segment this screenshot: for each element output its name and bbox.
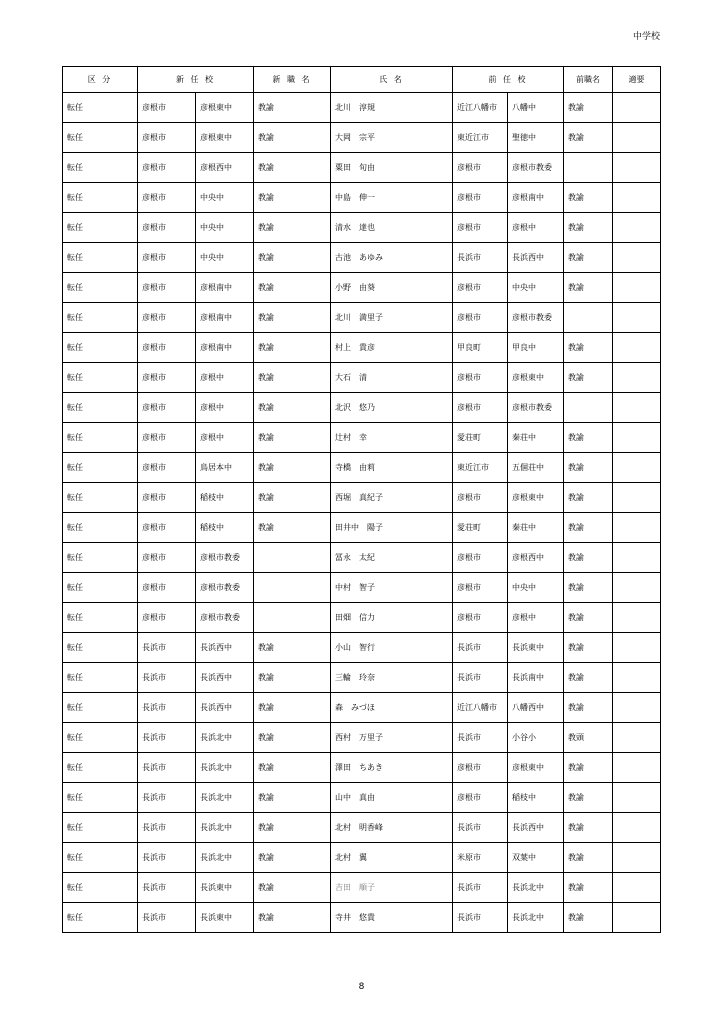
category-cell: 転任 (63, 153, 138, 183)
category-cell: 転任 (63, 663, 138, 693)
new-city-cell: 彦根市 (138, 123, 196, 153)
prev-position-cell: 教諭 (564, 273, 613, 303)
remarks-cell (613, 183, 661, 213)
name-cell: 辻村 幸 (331, 423, 453, 453)
name-cell: 北沢 悠乃 (331, 393, 453, 423)
table-body (63, 93, 661, 933)
table-row (63, 153, 661, 183)
new-school-cell: 中央中 (196, 183, 254, 213)
new-position-cell: 教諭 (254, 663, 331, 693)
prev-city-cell: 彦根市 (453, 543, 508, 573)
prev-position-cell: 教諭 (564, 483, 613, 513)
new-city-cell: 彦根市 (138, 393, 196, 423)
prev-city-cell: 彦根市 (453, 483, 508, 513)
prev-city-cell: 彦根市 (453, 573, 508, 603)
new-position-cell: 教諭 (254, 633, 331, 663)
category-cell: 転任 (63, 423, 138, 453)
new-city-cell: 彦根市 (138, 543, 196, 573)
new-city-cell: 彦根市 (138, 273, 196, 303)
table-row (63, 183, 661, 213)
new-school-cell: 稲枝中 (196, 513, 254, 543)
prev-school-cell: 彦根市教委 (508, 153, 564, 183)
new-school-cell: 長浜西中 (196, 663, 254, 693)
personnel-transfer-table (62, 66, 661, 933)
prev-city-cell: 長浜市 (453, 813, 508, 843)
prev-position-cell: 教諭 (564, 783, 613, 813)
table-row (63, 453, 661, 483)
new-school-cell: 中央中 (196, 243, 254, 273)
prev-school-cell: 彦根東中 (508, 363, 564, 393)
table-row (63, 633, 661, 663)
prev-city-cell: 東近江市 (453, 453, 508, 483)
table-row (63, 393, 661, 423)
remarks-cell (613, 453, 661, 483)
new-school-cell: 長浜北中 (196, 843, 254, 873)
new-position-cell: 教諭 (254, 213, 331, 243)
prev-school-cell: 長浜西中 (508, 813, 564, 843)
table-row (63, 753, 661, 783)
prev-city-cell: 甲良町 (453, 333, 508, 363)
remarks-cell (613, 693, 661, 723)
new-school-cell: 彦根中 (196, 423, 254, 453)
table-row (63, 93, 661, 123)
table-row (63, 303, 661, 333)
new-city-cell: 長浜市 (138, 663, 196, 693)
new-position-cell: 教諭 (254, 483, 331, 513)
prev-position-cell: 教諭 (564, 513, 613, 543)
name-cell: 北村 翼 (331, 843, 453, 873)
category-cell: 転任 (63, 813, 138, 843)
category-cell: 転任 (63, 573, 138, 603)
new-city-cell: 彦根市 (138, 183, 196, 213)
table-row (63, 123, 661, 153)
new-position-cell (254, 573, 331, 603)
remarks-cell (613, 573, 661, 603)
table-row (63, 333, 661, 363)
name-cell: 田井中 陽子 (331, 513, 453, 543)
header-prev-position: 前職名 (564, 67, 613, 93)
name-cell: 北川 満里子 (331, 303, 453, 333)
prev-city-cell: 彦根市 (453, 783, 508, 813)
category-cell: 転任 (63, 753, 138, 783)
prev-position-cell: 教諭 (564, 363, 613, 393)
prev-school-cell: 稲枝中 (508, 783, 564, 813)
prev-school-cell: 彦根南中 (508, 183, 564, 213)
new-position-cell: 教諭 (254, 273, 331, 303)
remarks-cell (613, 93, 661, 123)
prev-city-cell: 愛荘町 (453, 513, 508, 543)
remarks-cell (613, 813, 661, 843)
prev-position-cell: 教諭 (564, 573, 613, 603)
remarks-cell (613, 123, 661, 153)
new-city-cell: 長浜市 (138, 903, 196, 933)
name-cell: 森 みづほ (331, 693, 453, 723)
new-position-cell: 教諭 (254, 303, 331, 333)
new-city-cell: 長浜市 (138, 813, 196, 843)
category-cell: 転任 (63, 543, 138, 573)
new-position-cell: 教諭 (254, 513, 331, 543)
new-school-cell: 長浜西中 (196, 693, 254, 723)
new-city-cell: 彦根市 (138, 513, 196, 543)
category-cell: 転任 (63, 183, 138, 213)
prev-position-cell: 教諭 (564, 183, 613, 213)
name-cell: 北村 明香峰 (331, 813, 453, 843)
table-header-row (63, 67, 661, 93)
prev-position-cell: 教諭 (564, 123, 613, 153)
category-cell: 転任 (63, 783, 138, 813)
new-city-cell: 彦根市 (138, 453, 196, 483)
new-position-cell: 教諭 (254, 783, 331, 813)
category-cell: 転任 (63, 123, 138, 153)
prev-position-cell: 教諭 (564, 423, 613, 453)
name-cell: 山中 真由 (331, 783, 453, 813)
remarks-cell (613, 873, 661, 903)
category-cell: 転任 (63, 483, 138, 513)
header-name: 氏 名 (331, 67, 453, 93)
category-cell: 転任 (63, 603, 138, 633)
prev-school-cell: 長浜西中 (508, 243, 564, 273)
remarks-cell (613, 363, 661, 393)
prev-city-cell: 長浜市 (453, 243, 508, 273)
name-cell: 西村 万里子 (331, 723, 453, 753)
table-row (63, 363, 661, 393)
category-cell: 転任 (63, 513, 138, 543)
new-school-cell: 彦根東中 (196, 93, 254, 123)
table-row (63, 873, 661, 903)
prev-city-cell: 米原市 (453, 843, 508, 873)
new-city-cell: 彦根市 (138, 363, 196, 393)
remarks-cell (613, 603, 661, 633)
prev-position-cell: 教諭 (564, 873, 613, 903)
name-cell: 小山 智行 (331, 633, 453, 663)
new-position-cell: 教諭 (254, 813, 331, 843)
category-cell: 転任 (63, 723, 138, 753)
new-school-cell: 彦根中 (196, 363, 254, 393)
prev-school-cell: 秦荘中 (508, 423, 564, 453)
new-school-cell: 中央中 (196, 213, 254, 243)
table-row (63, 273, 661, 303)
prev-position-cell (564, 393, 613, 423)
new-school-cell: 彦根東中 (196, 123, 254, 153)
table-row (63, 243, 661, 273)
new-city-cell: 長浜市 (138, 693, 196, 723)
remarks-cell (613, 723, 661, 753)
table-row (63, 483, 661, 513)
page-number: 8 (358, 982, 365, 992)
new-city-cell: 彦根市 (138, 333, 196, 363)
table-row (63, 543, 661, 573)
prev-school-cell: 彦根東中 (508, 753, 564, 783)
prev-position-cell: 教諭 (564, 813, 613, 843)
category-cell: 転任 (63, 333, 138, 363)
table-row (63, 603, 661, 633)
new-school-cell: 彦根中 (196, 393, 254, 423)
remarks-cell (613, 423, 661, 453)
new-city-cell: 彦根市 (138, 153, 196, 183)
category-cell: 転任 (63, 873, 138, 903)
prev-school-cell: 長浜北中 (508, 873, 564, 903)
prev-city-cell: 彦根市 (453, 363, 508, 393)
remarks-cell (613, 903, 661, 933)
remarks-cell (613, 843, 661, 873)
new-position-cell: 教諭 (254, 693, 331, 723)
prev-school-cell: 彦根西中 (508, 543, 564, 573)
new-city-cell: 長浜市 (138, 633, 196, 663)
new-city-cell: 長浜市 (138, 753, 196, 783)
new-school-cell: 鳥居本中 (196, 453, 254, 483)
new-school-cell: 彦根市教委 (196, 573, 254, 603)
prev-school-cell: 長浜南中 (508, 663, 564, 693)
prev-position-cell (564, 153, 613, 183)
new-city-cell: 彦根市 (138, 243, 196, 273)
prev-position-cell: 教諭 (564, 603, 613, 633)
prev-school-cell: 彦根中 (508, 603, 564, 633)
new-position-cell: 教諭 (254, 243, 331, 273)
prev-school-cell: 長浜北中 (508, 903, 564, 933)
prev-position-cell: 教諭 (564, 333, 613, 363)
new-school-cell: 稲枝中 (196, 483, 254, 513)
category-cell: 転任 (63, 273, 138, 303)
new-school-cell: 長浜北中 (196, 783, 254, 813)
new-city-cell: 長浜市 (138, 723, 196, 753)
prev-city-cell: 長浜市 (453, 873, 508, 903)
table-row (63, 513, 661, 543)
page-label: 中学校 (632, 32, 660, 42)
remarks-cell (613, 213, 661, 243)
remarks-cell (613, 153, 661, 183)
new-school-cell: 彦根西中 (196, 153, 254, 183)
header-new-school: 新 任 校 (138, 67, 254, 93)
name-cell: 寺井 悠貴 (331, 903, 453, 933)
prev-city-cell: 近江八幡市 (453, 93, 508, 123)
new-school-cell: 彦根南中 (196, 333, 254, 363)
category-cell: 転任 (63, 633, 138, 663)
name-cell: 中島 伸一 (331, 183, 453, 213)
table-row (63, 723, 661, 753)
prev-city-cell: 彦根市 (453, 153, 508, 183)
remarks-cell (613, 633, 661, 663)
remarks-cell (613, 663, 661, 693)
new-city-cell: 彦根市 (138, 303, 196, 333)
prev-school-cell: 彦根東中 (508, 483, 564, 513)
prev-school-cell: 彦根市教委 (508, 393, 564, 423)
name-cell: 大石 清 (331, 363, 453, 393)
prev-position-cell: 教頭 (564, 723, 613, 753)
prev-city-cell: 東近江市 (453, 123, 508, 153)
prev-city-cell: 彦根市 (453, 393, 508, 423)
new-position-cell (254, 603, 331, 633)
prev-city-cell: 長浜市 (453, 633, 508, 663)
new-city-cell: 彦根市 (138, 483, 196, 513)
remarks-cell (613, 783, 661, 813)
new-school-cell: 彦根市教委 (196, 543, 254, 573)
prev-city-cell: 長浜市 (453, 663, 508, 693)
new-position-cell: 教諭 (254, 333, 331, 363)
prev-city-cell: 長浜市 (453, 723, 508, 753)
category-cell: 転任 (63, 693, 138, 723)
name-cell: 澤田 ちあき (331, 753, 453, 783)
remarks-cell (613, 243, 661, 273)
new-school-cell: 彦根市教委 (196, 603, 254, 633)
prev-position-cell: 教諭 (564, 453, 613, 483)
table-row (63, 843, 661, 873)
prev-city-cell: 彦根市 (453, 753, 508, 783)
category-cell: 転任 (63, 453, 138, 483)
category-cell: 転任 (63, 843, 138, 873)
remarks-cell (613, 753, 661, 783)
name-cell: 清水 達也 (331, 213, 453, 243)
table-row (63, 213, 661, 243)
new-city-cell: 彦根市 (138, 423, 196, 453)
new-position-cell: 教諭 (254, 393, 331, 423)
prev-school-cell: 聖徳中 (508, 123, 564, 153)
prev-position-cell: 教諭 (564, 843, 613, 873)
new-school-cell: 長浜東中 (196, 903, 254, 933)
remarks-cell (613, 393, 661, 423)
prev-school-cell: 彦根中 (508, 213, 564, 243)
prev-position-cell: 教諭 (564, 213, 613, 243)
prev-city-cell: 愛荘町 (453, 423, 508, 453)
category-cell: 転任 (63, 213, 138, 243)
prev-school-cell: 秦荘中 (508, 513, 564, 543)
remarks-cell (613, 513, 661, 543)
table-row (63, 813, 661, 843)
new-school-cell: 長浜北中 (196, 813, 254, 843)
name-cell: 中村 智子 (331, 573, 453, 603)
name-cell: 古池 あゆみ (331, 243, 453, 273)
name-cell: 田畑 信力 (331, 603, 453, 633)
category-cell: 転任 (63, 903, 138, 933)
prev-position-cell (564, 303, 613, 333)
table-row (63, 573, 661, 603)
new-position-cell: 教諭 (254, 123, 331, 153)
new-school-cell: 長浜西中 (196, 633, 254, 663)
name-cell: 寺橋 由莉 (331, 453, 453, 483)
new-position-cell: 教諭 (254, 723, 331, 753)
prev-position-cell: 教諭 (564, 753, 613, 783)
prev-position-cell: 教諭 (564, 663, 613, 693)
prev-position-cell: 教諭 (564, 633, 613, 663)
name-cell: 西堀 真紀子 (331, 483, 453, 513)
new-school-cell: 長浜北中 (196, 753, 254, 783)
prev-school-cell: 八幡中 (508, 93, 564, 123)
new-position-cell: 教諭 (254, 423, 331, 453)
new-city-cell: 彦根市 (138, 93, 196, 123)
prev-school-cell: 長浜東中 (508, 633, 564, 663)
header-remarks: 適要 (613, 67, 661, 93)
prev-position-cell: 教諭 (564, 243, 613, 273)
new-position-cell: 教諭 (254, 873, 331, 903)
name-cell: 小野 由葵 (331, 273, 453, 303)
name-cell: 粟田 旬由 (331, 153, 453, 183)
new-position-cell: 教諭 (254, 93, 331, 123)
new-position-cell (254, 543, 331, 573)
prev-school-cell: 小谷小 (508, 723, 564, 753)
new-city-cell: 長浜市 (138, 783, 196, 813)
remarks-cell (613, 543, 661, 573)
name-cell: 大岡 宗平 (331, 123, 453, 153)
new-city-cell: 長浜市 (138, 873, 196, 903)
table-row (63, 663, 661, 693)
table-row (63, 903, 661, 933)
new-position-cell: 教諭 (254, 363, 331, 393)
name-cell: 三輪 玲奈 (331, 663, 453, 693)
new-school-cell: 彦根南中 (196, 303, 254, 333)
remarks-cell (613, 273, 661, 303)
new-position-cell: 教諭 (254, 753, 331, 783)
table-row (63, 423, 661, 453)
category-cell: 転任 (63, 393, 138, 423)
prev-position-cell: 教諭 (564, 93, 613, 123)
new-city-cell: 彦根市 (138, 213, 196, 243)
name-cell: 村上 貴彦 (331, 333, 453, 363)
category-cell: 転任 (63, 93, 138, 123)
prev-school-cell: 彦根市教委 (508, 303, 564, 333)
prev-school-cell: 中央中 (508, 573, 564, 603)
header-new-position: 新 職 名 (254, 67, 331, 93)
new-city-cell: 彦根市 (138, 573, 196, 603)
prev-position-cell: 教諭 (564, 903, 613, 933)
name-cell: 北川 淳規 (331, 93, 453, 123)
name-cell: 吉田 順子 (331, 873, 453, 903)
new-school-cell: 長浜北中 (196, 723, 254, 753)
remarks-cell (613, 303, 661, 333)
prev-city-cell: 彦根市 (453, 303, 508, 333)
category-cell: 転任 (63, 363, 138, 393)
prev-city-cell: 長浜市 (453, 903, 508, 933)
new-school-cell: 長浜東中 (196, 873, 254, 903)
new-position-cell: 教諭 (254, 183, 331, 213)
new-city-cell: 彦根市 (138, 603, 196, 633)
prev-city-cell: 彦根市 (453, 603, 508, 633)
prev-position-cell: 教諭 (564, 693, 613, 723)
category-cell: 転任 (63, 243, 138, 273)
prev-position-cell: 教諭 (564, 543, 613, 573)
new-city-cell: 長浜市 (138, 843, 196, 873)
new-position-cell: 教諭 (254, 843, 331, 873)
name-cell: 冨永 太紀 (331, 543, 453, 573)
table-row (63, 783, 661, 813)
prev-school-cell: 五個荘中 (508, 453, 564, 483)
prev-city-cell: 彦根市 (453, 183, 508, 213)
prev-school-cell: 双葉中 (508, 843, 564, 873)
remarks-cell (613, 483, 661, 513)
new-school-cell: 彦根南中 (196, 273, 254, 303)
prev-city-cell: 彦根市 (453, 213, 508, 243)
new-position-cell: 教諭 (254, 453, 331, 483)
prev-city-cell: 近江八幡市 (453, 693, 508, 723)
header-prev-school: 前 任 校 (453, 67, 564, 93)
prev-city-cell: 彦根市 (453, 273, 508, 303)
prev-school-cell: 甲良中 (508, 333, 564, 363)
table-row (63, 693, 661, 723)
prev-school-cell: 中央中 (508, 273, 564, 303)
remarks-cell (613, 333, 661, 363)
prev-school-cell: 八幡西中 (508, 693, 564, 723)
new-position-cell: 教諭 (254, 153, 331, 183)
header-category: 区 分 (63, 67, 138, 93)
new-position-cell: 教諭 (254, 903, 331, 933)
category-cell: 転任 (63, 303, 138, 333)
